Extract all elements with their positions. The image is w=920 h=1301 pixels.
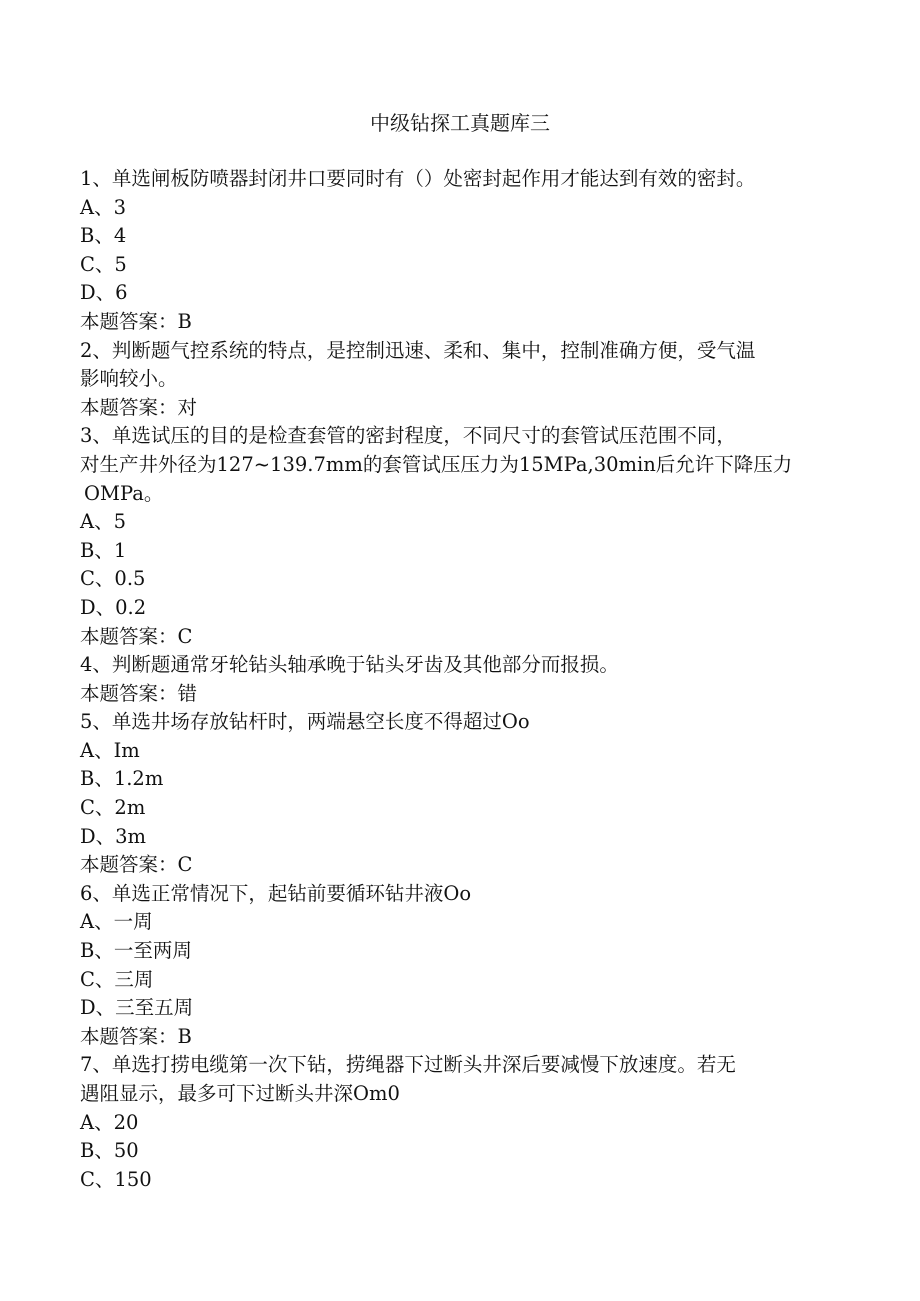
question-stem-line: 1、单选闸板防喷器封闭井口要同时有（）处密封起作用才能达到有效的密封。 [80, 167, 756, 190]
question-item [80, 422, 840, 651]
question-option: A、20 [80, 1110, 139, 1134]
question-answer: 本题答案：对 [80, 395, 198, 419]
question-item [80, 337, 840, 423]
question-stem-line: 5、单选井场存放钻杆时，两端悬空长度不得超过Oo [80, 710, 530, 734]
question-option: C、5 [80, 252, 127, 276]
question-option: B、1.2m [80, 767, 164, 791]
question-option: D、6 [80, 281, 128, 305]
document-title: 中级钻探工真题库三 [370, 111, 550, 135]
question-item [80, 165, 840, 337]
question-stem-line: 遇阻显示，最多可下过断头井深Om0 [80, 1082, 400, 1105]
question-stem-line: 4、判断题通常牙轮钻头轴承晚于钻头牙齿及其他部分而报损。 [80, 653, 619, 677]
question-option: B、一至两周 [80, 939, 192, 963]
question-stem-line: 7、单选打捞电缆第一次下钻，捞绳器下过断头井深后要减慢下放速度。若无 [80, 1053, 736, 1077]
question-option: D、3m [80, 824, 147, 848]
question-option: C、0.5 [80, 567, 146, 591]
question-answer: 本题答案：C [80, 624, 193, 648]
question-option: D、0.2 [80, 595, 147, 619]
question-answer: 本题答案：C [80, 853, 193, 877]
question-option: B、1 [80, 538, 127, 562]
question-option: C、2m [80, 796, 146, 820]
question-option: A、Im [80, 738, 140, 762]
question-item [80, 651, 840, 708]
question-stem-line: 对生产井外径为127~139.7mm的套管试压压力为15MPa,30min后允许下降压力 [80, 452, 793, 476]
question-option: C、三周 [80, 967, 154, 991]
question-stem-line: 影响较小。 [80, 367, 178, 391]
question-option: A、3 [80, 195, 126, 219]
question-answer: 本题答案：B [80, 309, 192, 333]
question-option: B、4 [80, 224, 127, 248]
question-stem-line: OMPa。 [84, 481, 164, 505]
question-stem-line: 3、单选试压的目的是检查套管的密封程度，不同尺寸的套管试压范围不同， [80, 424, 736, 448]
question-option: A、5 [80, 510, 126, 534]
question-stem-line: 6、单选正常情况下，起钻前要循环钻井液Oo [80, 881, 472, 905]
question-item [80, 880, 840, 1052]
question-item [80, 708, 840, 880]
question-option: C、150 [80, 1167, 152, 1191]
question-option: B、50 [80, 1139, 139, 1163]
question-item [80, 1051, 840, 1194]
question-stem-line: 2、判断题气控系统的特点，是控制迅速、柔和、集中，控制准确方便，受气温 [80, 338, 756, 362]
question-list [80, 165, 840, 1194]
question-option: D、三至五周 [80, 996, 194, 1020]
question-answer: 本题答案：错 [80, 681, 198, 705]
question-option: A、一周 [80, 910, 153, 934]
question-answer: 本题答案：B [80, 1024, 192, 1048]
